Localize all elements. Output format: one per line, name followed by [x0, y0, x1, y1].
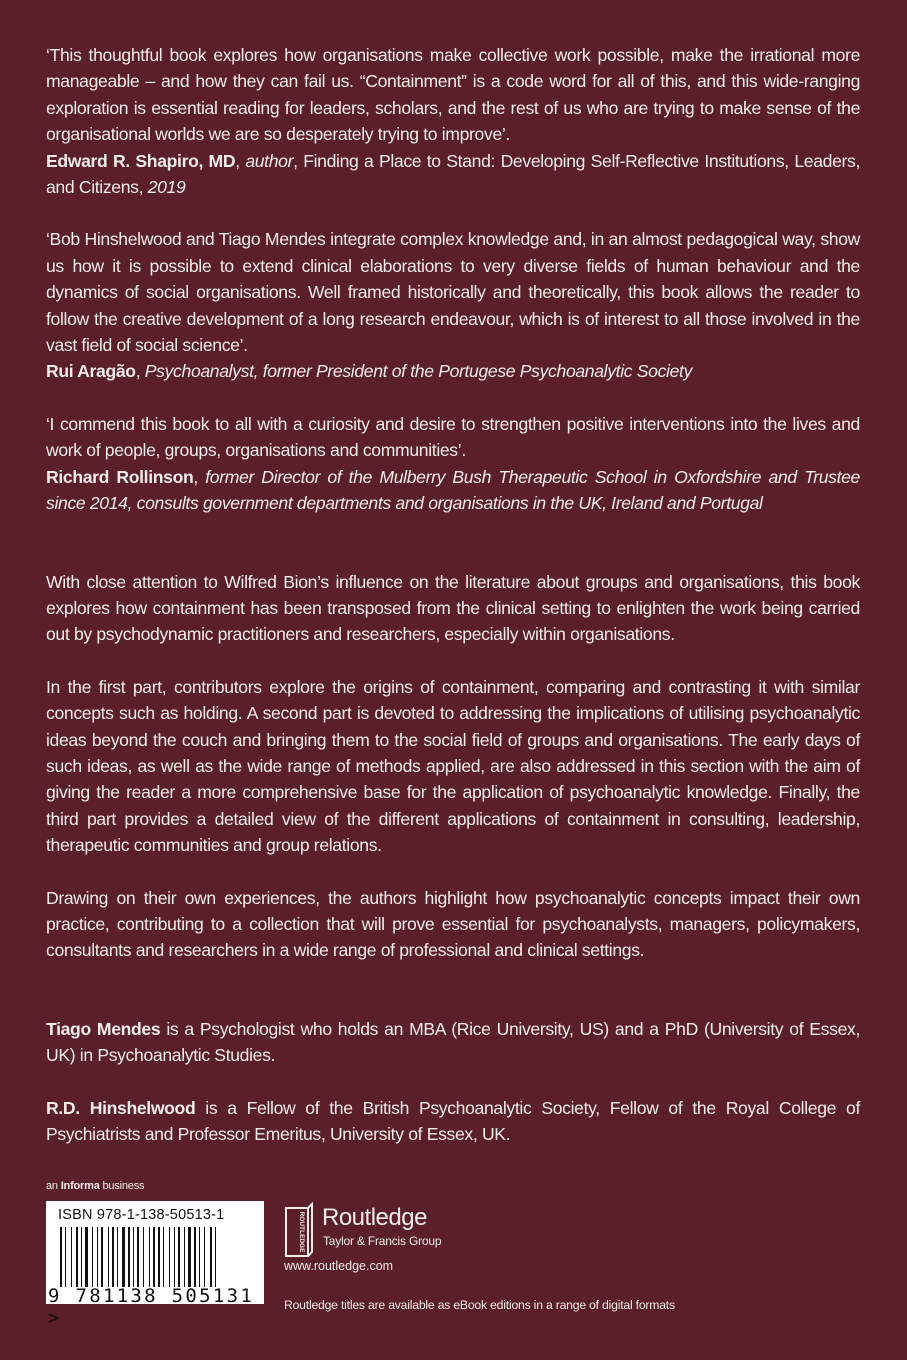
barcode-bar: [133, 1227, 134, 1287]
endorser-year: 2019: [147, 177, 186, 198]
barcode-bar: [65, 1227, 66, 1287]
endorsement-2: ‘Bob Hinshelwood and Tiago Mendes integrate complex knowledge and, in an almost pedagogical way, show us how it is possible to extend clinical elaborations to very diverse fields of human behaviour and the dynamics of social organisations. Well framed historically and theoretically, this book allows the reader to follow the creative development of a long research endeavour, which is of interest to all those involved in the vast field of social science’. Rui Aragão, Psychoanalyst, former President of the Portugese Psychoanalytic Society: [46, 229, 860, 382]
publisher-url[interactable]: www.routledge.com: [284, 1259, 394, 1273]
endorsement-quote: ‘Bob Hinshelwood and Tiago Mendes integrate complex knowledge and, in an almost pedagogical way, show us how it is possible to extend clinical elaborations to very diverse fields of human behaviour and the dynamics of social organisations. Well framed historically and theoretically, this book allows the reader to follow the creative development of a long research endeavour, which is of interest to all those involved in the vast field of social science’.: [46, 229, 860, 356]
barcode-bar: [85, 1227, 88, 1287]
isbn-label: ISBN 978-1-138-50513-1: [58, 1207, 225, 1223]
description-paragraph: With close attention to Wilfred Bion’s influence on the literature about groups and organisations, this book explores how containment has been transposed from the clinical setting to enlighten the work being carried out by psychodynamic practitioners and researchers, especially within organisations.: [46, 571, 860, 645]
barcode-bar: [204, 1227, 205, 1287]
logo-text: ROUTLEDGE: [298, 1211, 305, 1253]
barcode-bar: [188, 1227, 191, 1287]
barcode-bar: [81, 1227, 82, 1287]
barcode-bar: [210, 1227, 212, 1287]
barcode-digits: 9 781138 505131 >: [48, 1285, 255, 1329]
isbn-barcode: [46, 1201, 264, 1329]
barcode-bar: [71, 1227, 72, 1287]
author-name: Tiago Mendes: [46, 1018, 161, 1039]
endorsement-quote: ‘I commend this book to all with a curiosity and desire to strengthen positive interventions into the lives and work of people, groups, organisations and communities’.: [46, 413, 860, 461]
author-bio: Tiago Mendes is a Psychologist who holds an MBA (Rice University, US) and a PhD (University of Essex, UK) in Psychoanalytic Studies.: [46, 1018, 860, 1066]
author-bio: R.D. Hinshelwood is a Fellow of the British Psychoanalytic Society, Fellow of the Royal College of Psychiatrists and Professor Emeritus, University of Essex, UK.: [46, 1097, 860, 1144]
endorser-role: author: [245, 150, 294, 171]
barcode-bar: [101, 1227, 103, 1287]
cover-footer: [0, 1180, 907, 1360]
barcode-bar: [97, 1227, 98, 1287]
endorsement-3: ‘I commend this book to all with a curiosity and desire to strengthen positive interventions into the lives and work of people, groups, organisations and communities’. Richard Rollinson, former Director of the Mulberry Bush Therapeutic School in Oxfordshire and Trustee since 2014, consults government departments and organisations in the UK, Ireland and Portugal: [46, 413, 860, 514]
barcode-bar: [143, 1227, 144, 1287]
barcode-bar: [108, 1227, 109, 1287]
barcode-bar: [169, 1227, 170, 1287]
barcode-bar: [194, 1227, 196, 1287]
barcode-bar: [174, 1227, 175, 1287]
barcode-bar: [153, 1227, 155, 1287]
publisher-group: Taylor & Francis Group: [323, 1234, 442, 1248]
barcode-bar: [122, 1227, 125, 1287]
barcode-bar: [178, 1227, 180, 1287]
endorser-book: , Finding a Place to Stand: Developing Self-Reflective Institutions, Leaders, and Citizens,: [46, 150, 861, 198]
barcode-bars: [60, 1227, 254, 1287]
endorser-name: Rui Aragão: [46, 361, 136, 382]
barcode-bar: [128, 1227, 130, 1287]
endorser-name: Edward R. Shapiro, MD: [46, 150, 236, 171]
barcode-bar: [92, 1227, 93, 1287]
barcode-bar: [60, 1227, 62, 1287]
endorser-name: Richard Rollinson: [46, 466, 194, 487]
informa-tagline: an Informa business: [46, 1180, 145, 1192]
endorsement-quote: ‘This thoughtful book explores how organisations make collective work possible, make the irrational more manageable – and how they can fail us. “Containment” is a code word for all of this, and this wide-ranging exploration is essential reading for leaders, scholars, and the rest of us who are trying to make sense of the organisational worlds we are so desperately trying to improve’.: [46, 45, 860, 145]
barcode-bar: [158, 1227, 160, 1287]
back-cover-text: [46, 42, 860, 1147]
barcode-bar: [163, 1227, 164, 1287]
barcode-bar: [184, 1227, 185, 1287]
description-paragraph: Drawing on their own experiences, the authors highlight how psychoanalytic concepts impact their own practice, contributing to a collection that will prove essential for psychoanalysts, managers, policymakers, consultants and researchers in a wide range of professional and clinical settings.: [46, 887, 860, 961]
informa-brand: Informa: [60, 1180, 100, 1192]
barcode-bar: [215, 1227, 216, 1287]
ebook-note: Routledge titles are available as eBook editions in a range of digital formats: [284, 1298, 675, 1312]
barcode-bar: [149, 1227, 150, 1287]
routledge-logo-icon: [284, 1202, 314, 1260]
barcode-bar: [76, 1227, 78, 1287]
endorsement-1: ‘This thoughtful book explores how organisations make collective work possible, make the irrational more manageable – and how they can fail us. “Containment” is a code word for all of this, and this wide-ranging exploration is essential reading for leaders, scholars, and the rest of us who are trying to make sense of the organisational worlds we are so desperately trying to improve’. Edward R. Shapiro, MD, author, Finding a Place to Stand: Developing Self-Reflective Institutions, Leaders, and Citizens, 2019: [46, 45, 861, 198]
author-name: R.D. Hinshelwood: [46, 1097, 196, 1118]
barcode-bar: [137, 1227, 139, 1287]
barcode-bar: [117, 1227, 118, 1287]
barcode-bar: [199, 1227, 200, 1287]
description-paragraph: In the first part, contributors explore the origins of containment, comparing and contrasting it with similar concepts such as holding. A second part is devoted to addressing the implications of utilising psychoanalytic ideas beyond the couch and bringing them to the social field of groups and organisations. The early days of such ideas, as well as the wide range of methods applied, are also addressed in this section with the aim of giving the reader a more comprehensive base for the application of psychoanalytic knowledge. Finally, the third part provides a detailed view of the different applications of containment in consulting, leadership, therapeutic communities and group relations.: [46, 676, 860, 856]
publisher-name: Routledge: [322, 1204, 427, 1231]
endorser-role: former Director of the Mulberry Bush Therapeutic School in Oxfordshire and Trustee since 2014, consults government departments and organisations in the UK, Ireland and Portugal: [46, 466, 860, 514]
endorser-role: Psychoanalyst, former President of the Portugese Psychoanalytic Society: [144, 361, 693, 382]
barcode-bar: [112, 1227, 114, 1287]
